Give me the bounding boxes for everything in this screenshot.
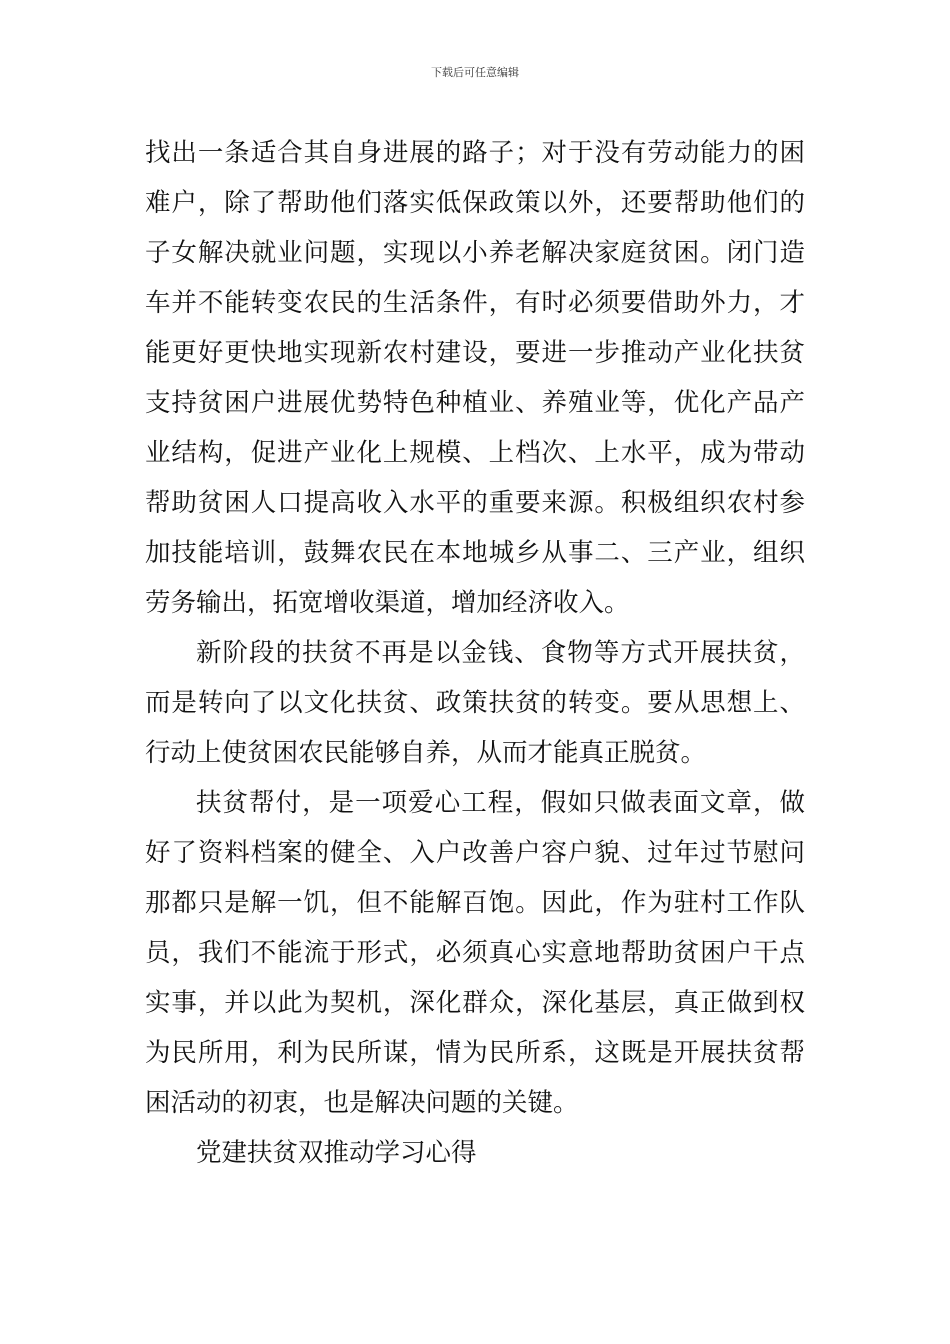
text-line: 车并不能转变农民的生活条件，有时必须要借助外力，才 bbox=[145, 288, 805, 318]
paragraph-1 bbox=[145, 128, 805, 628]
text-line: 找出一条适合其自身进展的路子；对于没有劳动能力的困 bbox=[145, 138, 805, 168]
section-title: 党建扶贫双推动学习心得 bbox=[196, 1138, 477, 1168]
text-line: 帮助贫困人口提高收入水平的重要来源。积极组织农村参 bbox=[145, 488, 805, 518]
text-line: 而是转向了以文化扶贫、政策扶贫的转变。要从思想上、 bbox=[145, 688, 805, 718]
text-line: 支持贫困户进展优势特色种植业、养殖业等，优化产品产 bbox=[145, 388, 805, 418]
page-header: 下载后可任意编辑 bbox=[431, 66, 519, 79]
text-line: 行动上使贫困农民能够自养，从而才能真正脱贫。 bbox=[145, 738, 707, 768]
document-body bbox=[145, 128, 805, 1178]
text-line: 实事，并以此为契机，深化群众，深化基层，真正做到权 bbox=[145, 988, 805, 1018]
text-line: 难户，除了帮助他们落实低保政策以外，还要帮助他们的 bbox=[145, 188, 805, 218]
text-line: 困活动的初衷，也是解决问题的关键。 bbox=[145, 1088, 579, 1118]
paragraph-4 bbox=[145, 1128, 805, 1178]
text-line: 员，我们不能流于形式，必须真心实意地帮助贫困户干点 bbox=[145, 938, 805, 968]
text-line: 加技能培训，鼓舞农民在本地城乡从事二、三产业，组织 bbox=[145, 538, 805, 568]
text-line: 子女解决就业问题，实现以小养老解决家庭贫困。闭门造 bbox=[145, 238, 805, 268]
text-line: 扶贫帮付，是一项爱心工程，假如只做表面文章，做 bbox=[196, 788, 805, 818]
text-line: 那都只是解一饥，但不能解百饱。因此，作为驻村工作队 bbox=[145, 888, 805, 918]
text-line: 新阶段的扶贫不再是以金钱、食物等方式开展扶贫， bbox=[196, 638, 805, 668]
text-line: 好了资料档案的健全、入户改善户容户貌、过年过节慰问 bbox=[145, 838, 805, 868]
text-line: 业结构，促进产业化上规模、上档次、上水平，成为带动 bbox=[145, 438, 805, 468]
text-line: 能更好更快地实现新农村建设，要进一步推动产业化扶贫 bbox=[145, 338, 805, 368]
paragraph-2 bbox=[145, 628, 805, 778]
paragraph-3 bbox=[145, 778, 805, 1128]
text-line: 劳务输出，拓宽增收渠道，增加经济收入。 bbox=[145, 588, 630, 618]
text-line: 为民所用，利为民所谋，情为民所系，这既是开展扶贫帮 bbox=[145, 1038, 805, 1068]
